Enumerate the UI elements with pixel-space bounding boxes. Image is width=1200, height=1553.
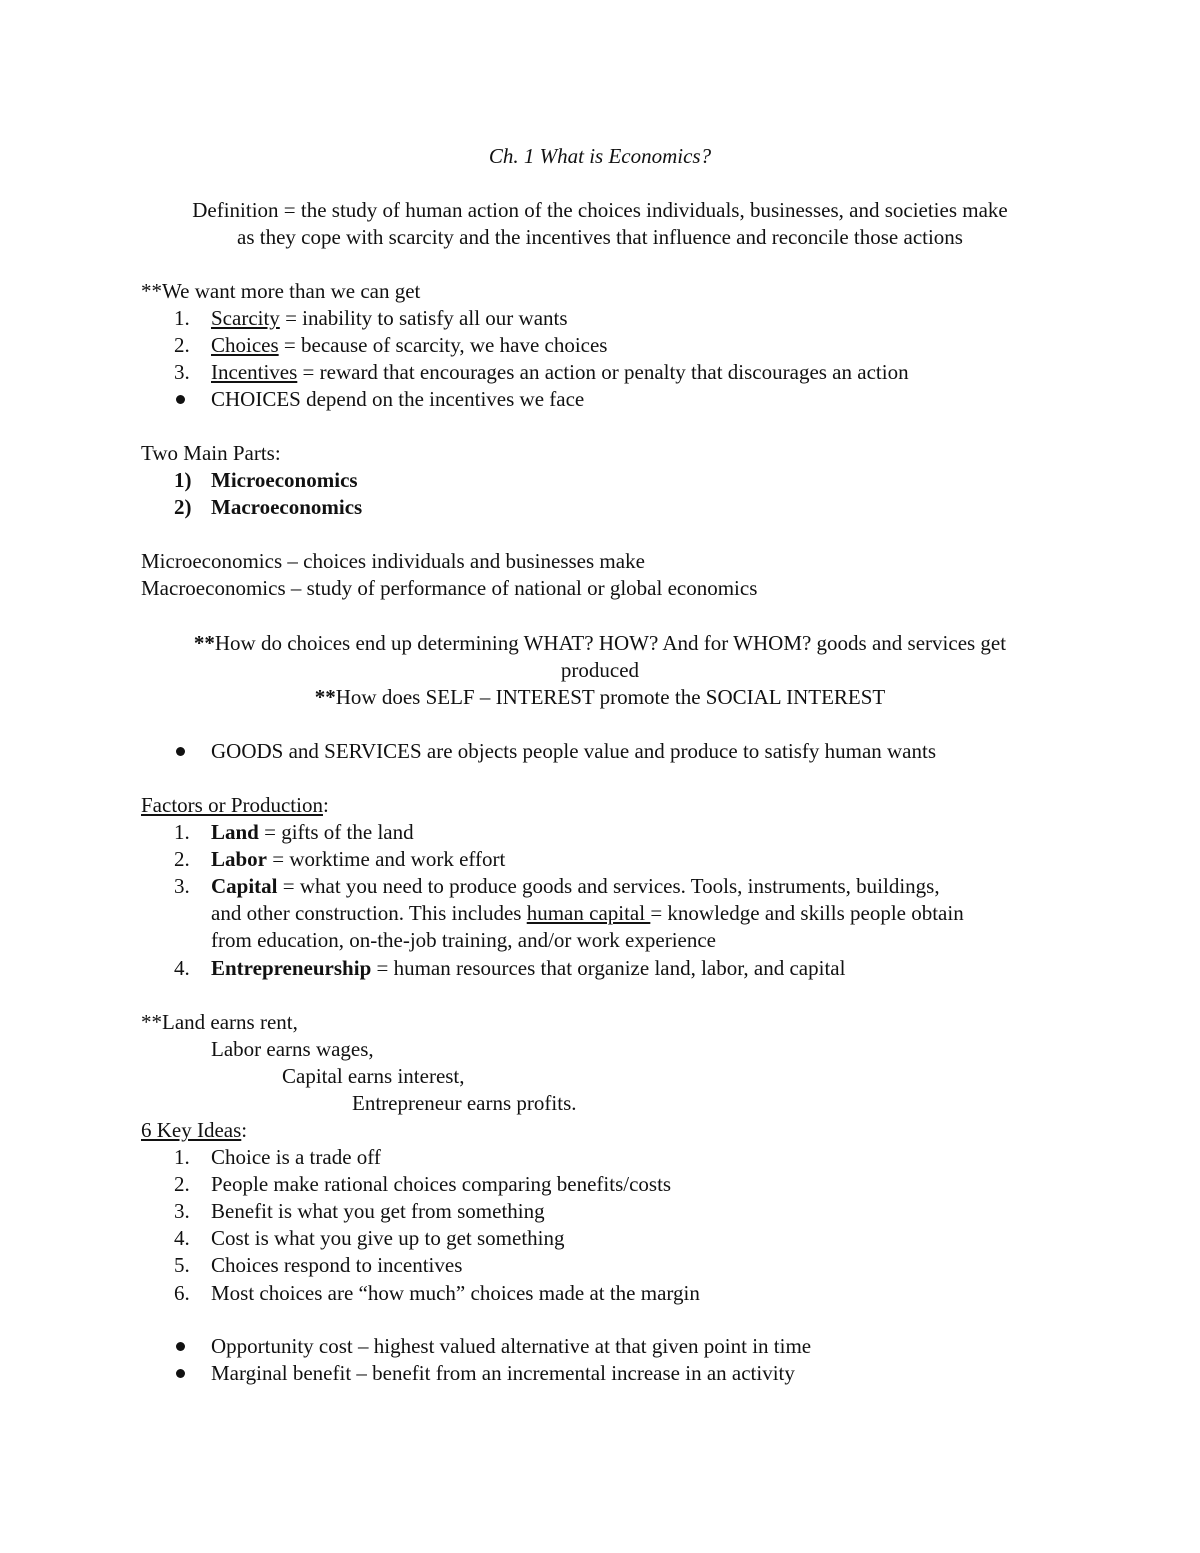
question-1-line-2: produced (560, 658, 640, 682)
key-idea-5-number: 5. (174, 1253, 190, 1277)
key-idea-3: Benefit is what you get from something (211, 1199, 545, 1223)
question-1-marker: ** (193, 631, 215, 655)
factor-capital (211, 873, 940, 900)
choices-term: Choices (211, 333, 279, 357)
wants-item-1-number: 1. (174, 306, 190, 330)
macro-definition: Macroeconomics – study of performance of national or global economics (141, 576, 758, 600)
page-title: Ch. 1 What is Economics? (488, 144, 712, 168)
definition-line-2: as they cope with scarcity and the incentives that influence and reconcile those actions (237, 225, 963, 249)
parts-item-1-number: 1) (174, 468, 192, 492)
marginal-benefit-bullet: Marginal benefit – benefit from an incremental increase in an activity (211, 1361, 795, 1385)
capital-definition: = what you need to produce goods and services. Tools, instruments, buildings, (277, 874, 940, 898)
question-1-line-1 (0, 630, 1200, 657)
earnings-line-1: **Land earns rent, (141, 1010, 298, 1034)
wants-heading: **We want more than we can get (141, 279, 421, 303)
key-idea-1: Choice is a trade off (211, 1145, 381, 1169)
factors-item-1-number: 1. (174, 820, 190, 844)
factor-labor (211, 846, 505, 873)
key-idea-6-number: 6. (174, 1281, 190, 1305)
goods-bullet: GOODS and SERVICES are objects people value and produce to satisfy human wants (211, 739, 937, 763)
choices-definition: = because of scarcity, we have choices (278, 333, 608, 357)
land-term: Land (211, 820, 259, 844)
key-idea-1-number: 1. (174, 1145, 190, 1169)
choices-bullet: CHOICES depend on the incentives we face (211, 387, 585, 411)
wants-item-1 (211, 305, 568, 332)
factors-item-4-number: 4. (174, 956, 190, 980)
parts-item-2-number: 2) (174, 495, 192, 519)
micro-definition: Microeconomics – choices individuals and businesses make (141, 549, 645, 573)
earnings-line-4: Entrepreneur earns profits. (352, 1091, 577, 1115)
earnings-line-2: Labor earns wages, (211, 1037, 374, 1061)
parts-item-macro: Macroeconomics (211, 495, 363, 519)
factors-heading-text: Factors or Production (141, 793, 323, 817)
human-capital-term: human capital (526, 901, 651, 925)
wants-item-2-number: 2. (174, 333, 190, 357)
key-idea-2: People make rational choices comparing benefits/costs (211, 1172, 672, 1196)
key-idea-6: Most choices are “how much” choices made at the margin (211, 1281, 700, 1305)
capital-line-2 (211, 900, 964, 927)
factors-heading (141, 792, 329, 819)
capital-line-2-post: = knowledge and skills people obtain (650, 901, 964, 925)
factors-item-2-number: 2. (174, 847, 190, 871)
entrepreneurship-term: Entrepreneurship (211, 956, 372, 980)
factors-heading-colon: : (322, 793, 329, 817)
scarcity-term: Scarcity (211, 306, 280, 330)
capital-line-2-pre: and other construction. This includes (211, 901, 527, 925)
labor-definition: = worktime and work effort (267, 847, 506, 871)
opportunity-cost-bullet: Opportunity cost – highest valued alternative at that given point in time (211, 1334, 812, 1358)
incentives-term: Incentives (211, 360, 298, 384)
key-idea-2-number: 2. (174, 1172, 190, 1196)
key-ideas-heading-text: 6 Key Ideas (141, 1118, 242, 1142)
capital-line-3: from education, on-the-job training, and/or work experience (211, 928, 716, 952)
question-2-marker: ** (314, 685, 336, 709)
entrepreneurship-definition: = human resources that organize land, labor, and capital (371, 956, 846, 980)
question-1-text: How do choices end up determining WHAT? HOW? And for WHOM? goods and services get (214, 631, 1007, 655)
wants-item-3 (211, 359, 909, 386)
bullet-icon (176, 1342, 185, 1351)
question-2 (0, 684, 1200, 711)
wants-item-2 (211, 332, 607, 359)
bullet-icon (176, 747, 185, 756)
key-ideas-heading-colon: : (241, 1118, 248, 1142)
definition-line-1: Definition = the study of human action of the choices individuals, businesses, and societies make (192, 198, 1008, 222)
capital-term: Capital (211, 874, 278, 898)
bullet-icon (176, 1369, 185, 1378)
key-idea-4: Cost is what you give up to get something (211, 1226, 565, 1250)
scarcity-definition: = inability to satisfy all our wants (279, 306, 568, 330)
incentives-definition: = reward that encourages an action or penalty that discourages an action (297, 360, 909, 384)
land-definition: = gifts of the land (258, 820, 414, 844)
factors-item-3-number: 3. (174, 874, 190, 898)
earnings-line-3: Capital earns interest, (282, 1064, 465, 1088)
key-idea-5: Choices respond to incentives (211, 1253, 463, 1277)
factor-land (211, 819, 414, 846)
bullet-icon (176, 395, 185, 404)
key-idea-4-number: 4. (174, 1226, 190, 1250)
factor-entrepreneurship (211, 955, 845, 982)
labor-term: Labor (211, 847, 268, 871)
question-2-text: How does SELF – INTEREST promote the SOCIAL INTEREST (335, 685, 886, 709)
key-ideas-heading (141, 1117, 247, 1144)
key-idea-3-number: 3. (174, 1199, 190, 1223)
parts-item-micro: Microeconomics (211, 468, 358, 492)
parts-heading: Two Main Parts: (141, 441, 281, 465)
wants-item-3-number: 3. (174, 360, 190, 384)
